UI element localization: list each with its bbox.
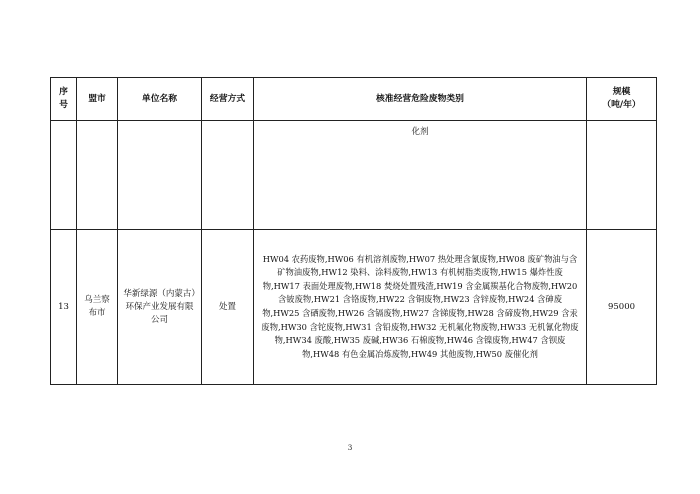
table-row	[51, 230, 657, 385]
row-index: 13	[51, 230, 77, 385]
table-header-row	[51, 78, 657, 121]
cont-index-cell	[51, 121, 77, 230]
cont-unit-cell	[118, 121, 202, 230]
header-waste-categories: 核准经营危险废物类别	[254, 78, 587, 121]
cont-mode-cell	[202, 121, 254, 230]
cont-city-cell	[77, 121, 118, 230]
header-unit-name: 单位名称	[118, 78, 202, 121]
row-waste-categories: HW04 农药废物,HW06 有机溶剂废物,HW07 热处理含氰废物,HW08 废矿物油与含矿物油废物,HW12 染料、涂料废物,HW13 有机树脂类废物,HW15 爆炸性废物,HW17 表面处理废物,HW18 焚烧处置残渣,HW19 含金属羰基化合物废物,HW20 含铍废物,HW21 含铬废物,HW22 含铜废物,HW23 含锌废物,HW24 含砷废物,HW25 含硒废物,HW26 含镉废物,HW27 含锑废物,HW28 含碲废物,HW29 含汞废物,HW30 含铊废物,HW31 含铅废物,HW32 无机氟化物废物,HW33 无机氰化物废物,HW34 废酸,HW35 废碱,HW36 石棉废物,HW46 含镍废物,HW47 含钡废物,HW48 有色金属冶炼废物,HW49 其他废物,HW50 废催化剂	[254, 230, 587, 385]
header-city: 盟市	[77, 78, 118, 121]
continuation-row	[51, 121, 657, 230]
cont-categories-cell: 化剂	[254, 121, 587, 230]
header-operation-mode: 经营方式	[202, 78, 254, 121]
hazardous-waste-license-table	[50, 77, 657, 385]
row-unit-name: 华新绿源（内蒙古）环保产业发展有限公司	[118, 230, 202, 385]
page-number: 3	[347, 443, 353, 452]
row-city: 乌兰察布市	[77, 230, 118, 385]
header-scale: 规模 （吨/年）	[587, 78, 657, 121]
row-operation-mode: 处置	[202, 230, 254, 385]
row-scale: 95000	[587, 230, 657, 385]
cont-scale-cell	[587, 121, 657, 230]
header-index: 序 号	[51, 78, 77, 121]
